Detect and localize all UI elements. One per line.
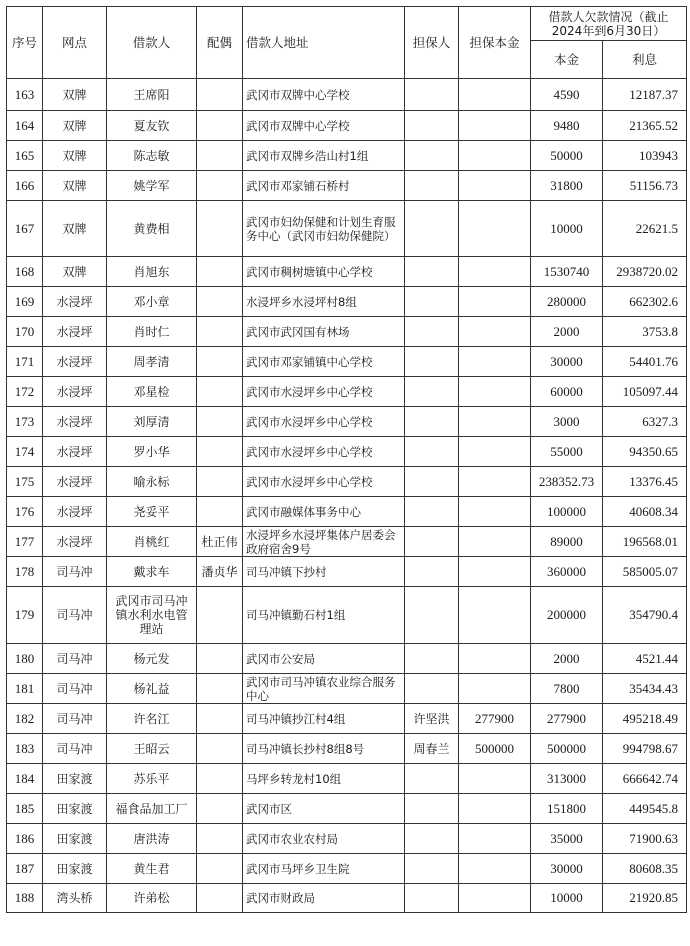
row-interest: 3753.8 <box>603 317 687 347</box>
row-principal: 31800 <box>531 171 603 201</box>
row-interest: 22621.5 <box>603 201 687 257</box>
table-row <box>7 734 687 764</box>
table-row <box>7 794 687 824</box>
table-row <box>7 824 687 854</box>
header-debt-status: 借款人欠款情况（截止2024年到6月30日） <box>531 7 687 41</box>
table-row <box>7 171 687 201</box>
table-row <box>7 79 687 111</box>
row-branch: 双牌 <box>43 111 107 141</box>
row-guarantor <box>405 111 459 141</box>
row-spouse <box>197 587 243 644</box>
row-branch: 双牌 <box>43 141 107 171</box>
header-guarantee-principal: 担保本金 <box>459 7 531 79</box>
row-spouse <box>197 287 243 317</box>
row-guarantor <box>405 557 459 587</box>
row-borrower: 许弟松 <box>107 884 197 913</box>
row-guarantee-principal <box>459 317 531 347</box>
row-address: 武冈市邓家铺石桥村 <box>243 171 405 201</box>
row-guarantee-principal <box>459 79 531 111</box>
row-seq: 187 <box>7 854 43 884</box>
row-borrower: 许名江 <box>107 704 197 734</box>
row-address: 武冈市农业农村局 <box>243 824 405 854</box>
header-address: 借款人地址 <box>243 7 405 79</box>
row-borrower: 姚学军 <box>107 171 197 201</box>
header-spouse: 配偶 <box>197 7 243 79</box>
row-borrower: 武冈市司马冲镇水利水电管理站 <box>107 587 197 644</box>
row-branch: 水浸坪 <box>43 317 107 347</box>
table-row <box>7 201 687 257</box>
table-row <box>7 764 687 794</box>
header-principal: 本金 <box>531 41 603 79</box>
row-interest: 994798.67 <box>603 734 687 764</box>
row-branch: 水浸坪 <box>43 467 107 497</box>
row-seq: 171 <box>7 347 43 377</box>
row-principal: 55000 <box>531 437 603 467</box>
row-interest: 354790.4 <box>603 587 687 644</box>
row-guarantee-principal: 277900 <box>459 704 531 734</box>
row-address: 武冈市水浸坪乡中心学校 <box>243 437 405 467</box>
row-address: 武冈市水浸坪乡中心学校 <box>243 377 405 407</box>
row-interest: 449545.8 <box>603 794 687 824</box>
table-row <box>7 111 687 141</box>
row-seq: 172 <box>7 377 43 407</box>
row-spouse <box>197 437 243 467</box>
table-row <box>7 557 687 587</box>
row-seq: 170 <box>7 317 43 347</box>
table-row <box>7 884 687 913</box>
row-guarantee-principal <box>459 884 531 913</box>
row-guarantor <box>405 377 459 407</box>
row-spouse <box>197 79 243 111</box>
row-guarantee-principal <box>459 764 531 794</box>
row-interest: 80608.35 <box>603 854 687 884</box>
row-guarantee-principal <box>459 437 531 467</box>
row-principal: 2000 <box>531 317 603 347</box>
header-guarantor: 担保人 <box>405 7 459 79</box>
row-address: 武冈市财政局 <box>243 884 405 913</box>
row-address: 武冈市司马冲镇农业综合服务中心 <box>243 674 405 704</box>
table-row <box>7 257 687 287</box>
row-spouse <box>197 377 243 407</box>
row-guarantor <box>405 854 459 884</box>
row-address: 水浸坪乡水浸坪集体户居委会政府宿舍9号 <box>243 527 405 557</box>
row-guarantee-principal <box>459 824 531 854</box>
row-principal: 200000 <box>531 587 603 644</box>
row-address: 武冈市妇幼保健和计划生育服务中心（武冈市妇幼保健院） <box>243 201 405 257</box>
row-branch: 司马冲 <box>43 674 107 704</box>
row-guarantor <box>405 794 459 824</box>
row-branch: 田家渡 <box>43 854 107 884</box>
row-principal: 280000 <box>531 287 603 317</box>
row-guarantor <box>405 79 459 111</box>
row-seq: 175 <box>7 467 43 497</box>
row-principal: 89000 <box>531 527 603 557</box>
row-interest: 13376.45 <box>603 467 687 497</box>
row-principal: 151800 <box>531 794 603 824</box>
row-branch: 双牌 <box>43 201 107 257</box>
row-guarantee-principal <box>459 794 531 824</box>
row-guarantee-principal <box>459 854 531 884</box>
row-branch: 水浸坪 <box>43 347 107 377</box>
row-seq: 178 <box>7 557 43 587</box>
row-borrower: 陈志敏 <box>107 141 197 171</box>
row-principal: 2000 <box>531 644 603 674</box>
row-principal: 35000 <box>531 824 603 854</box>
row-address: 武冈市双牌乡浩山村1组 <box>243 141 405 171</box>
row-spouse <box>197 704 243 734</box>
row-borrower: 尧妥平 <box>107 497 197 527</box>
row-spouse <box>197 407 243 437</box>
row-branch: 湾头桥 <box>43 884 107 913</box>
row-branch: 水浸坪 <box>43 377 107 407</box>
row-seq: 166 <box>7 171 43 201</box>
row-borrower: 邓小章 <box>107 287 197 317</box>
row-address: 武冈市稠树塘镇中心学校 <box>243 257 405 287</box>
row-address: 马坪乡转龙村10组 <box>243 764 405 794</box>
row-borrower: 邓星检 <box>107 377 197 407</box>
row-guarantor <box>405 437 459 467</box>
row-guarantor <box>405 201 459 257</box>
table-row <box>7 407 687 437</box>
row-seq: 164 <box>7 111 43 141</box>
row-interest: 6327.3 <box>603 407 687 437</box>
row-guarantor <box>405 884 459 913</box>
row-branch: 水浸坪 <box>43 407 107 437</box>
row-address: 司马冲镇长抄村8组8号 <box>243 734 405 764</box>
row-branch: 司马冲 <box>43 644 107 674</box>
row-guarantee-principal <box>459 644 531 674</box>
row-guarantor <box>405 764 459 794</box>
row-borrower: 刘厚清 <box>107 407 197 437</box>
table-body <box>7 79 687 913</box>
row-seq: 188 <box>7 884 43 913</box>
table-row <box>7 287 687 317</box>
row-borrower: 肖桃红 <box>107 527 197 557</box>
row-borrower: 苏乐平 <box>107 764 197 794</box>
row-interest: 4521.44 <box>603 644 687 674</box>
row-guarantor <box>405 467 459 497</box>
row-seq: 168 <box>7 257 43 287</box>
row-principal: 500000 <box>531 734 603 764</box>
row-interest: 105097.44 <box>603 377 687 407</box>
row-spouse <box>197 141 243 171</box>
row-branch: 司马冲 <box>43 704 107 734</box>
row-interest: 54401.76 <box>603 347 687 377</box>
table-row <box>7 141 687 171</box>
row-guarantee-principal <box>459 497 531 527</box>
row-seq: 176 <box>7 497 43 527</box>
row-spouse <box>197 347 243 377</box>
table-row <box>7 674 687 704</box>
row-seq: 177 <box>7 527 43 557</box>
row-borrower: 福食品加工厂 <box>107 794 197 824</box>
row-guarantor: 周春兰 <box>405 734 459 764</box>
row-principal: 3000 <box>531 407 603 437</box>
row-principal: 60000 <box>531 377 603 407</box>
row-guarantor <box>405 407 459 437</box>
row-principal: 10000 <box>531 201 603 257</box>
row-address: 水浸坪乡水浸坪村8组 <box>243 287 405 317</box>
row-principal: 7800 <box>531 674 603 704</box>
row-guarantor <box>405 257 459 287</box>
header-branch: 网点 <box>43 7 107 79</box>
row-spouse <box>197 674 243 704</box>
row-interest: 662302.6 <box>603 287 687 317</box>
header-borrower: 借款人 <box>107 7 197 79</box>
row-principal: 238352.73 <box>531 467 603 497</box>
row-borrower: 夏友钦 <box>107 111 197 141</box>
row-spouse <box>197 171 243 201</box>
row-guarantee-principal <box>459 347 531 377</box>
row-seq: 163 <box>7 79 43 111</box>
row-spouse <box>197 317 243 347</box>
row-address: 武冈市双牌中心学校 <box>243 79 405 111</box>
row-borrower: 喻永标 <box>107 467 197 497</box>
row-spouse: 潘贞华 <box>197 557 243 587</box>
table-row <box>7 497 687 527</box>
row-principal: 360000 <box>531 557 603 587</box>
row-seq: 174 <box>7 437 43 467</box>
row-seq: 169 <box>7 287 43 317</box>
row-branch: 水浸坪 <box>43 287 107 317</box>
row-guarantee-principal <box>459 587 531 644</box>
row-spouse <box>197 764 243 794</box>
row-seq: 179 <box>7 587 43 644</box>
loan-debt-table <box>6 6 687 913</box>
row-interest: 94350.65 <box>603 437 687 467</box>
row-seq: 183 <box>7 734 43 764</box>
table-row <box>7 467 687 497</box>
row-spouse <box>197 824 243 854</box>
row-guarantee-principal <box>459 674 531 704</box>
row-interest: 71900.63 <box>603 824 687 854</box>
row-branch: 水浸坪 <box>43 497 107 527</box>
row-branch: 田家渡 <box>43 794 107 824</box>
row-address: 武冈市水浸坪乡中心学校 <box>243 467 405 497</box>
row-address: 武冈市公安局 <box>243 644 405 674</box>
row-guarantor <box>405 497 459 527</box>
table-row <box>7 854 687 884</box>
header-interest: 利息 <box>603 41 687 79</box>
row-branch: 司马冲 <box>43 587 107 644</box>
row-interest: 35434.43 <box>603 674 687 704</box>
row-guarantor <box>405 587 459 644</box>
row-guarantor <box>405 171 459 201</box>
row-borrower: 肖旭东 <box>107 257 197 287</box>
row-guarantor <box>405 287 459 317</box>
row-address: 司马冲镇勤石村1组 <box>243 587 405 644</box>
row-interest: 2938720.02 <box>603 257 687 287</box>
row-address: 武冈市双牌中心学校 <box>243 111 405 141</box>
row-spouse <box>197 201 243 257</box>
row-guarantor <box>405 824 459 854</box>
row-interest: 40608.34 <box>603 497 687 527</box>
row-spouse <box>197 884 243 913</box>
row-borrower: 王昭云 <box>107 734 197 764</box>
row-interest: 196568.01 <box>603 527 687 557</box>
row-seq: 182 <box>7 704 43 734</box>
row-address: 武冈市邓家铺镇中心学校 <box>243 347 405 377</box>
row-branch: 双牌 <box>43 257 107 287</box>
row-spouse <box>197 734 243 764</box>
row-seq: 167 <box>7 201 43 257</box>
row-interest: 21920.85 <box>603 884 687 913</box>
row-principal: 277900 <box>531 704 603 734</box>
row-interest: 12187.37 <box>603 79 687 111</box>
row-guarantee-principal <box>459 201 531 257</box>
row-principal: 10000 <box>531 884 603 913</box>
row-address: 武冈市区 <box>243 794 405 824</box>
row-guarantee-principal <box>459 111 531 141</box>
row-guarantor <box>405 141 459 171</box>
row-address: 司马冲镇下抄村 <box>243 557 405 587</box>
row-interest: 585005.07 <box>603 557 687 587</box>
row-interest: 21365.52 <box>603 111 687 141</box>
row-borrower: 杨礼益 <box>107 674 197 704</box>
row-borrower: 黄生君 <box>107 854 197 884</box>
row-branch: 司马冲 <box>43 557 107 587</box>
row-seq: 165 <box>7 141 43 171</box>
row-seq: 186 <box>7 824 43 854</box>
row-address: 司马冲镇抄江村4组 <box>243 704 405 734</box>
row-principal: 4590 <box>531 79 603 111</box>
row-address: 武冈市水浸坪乡中心学校 <box>243 407 405 437</box>
row-seq: 184 <box>7 764 43 794</box>
row-principal: 9480 <box>531 111 603 141</box>
row-branch: 司马冲 <box>43 734 107 764</box>
row-branch: 双牌 <box>43 79 107 111</box>
table-row <box>7 704 687 734</box>
row-spouse <box>197 497 243 527</box>
row-principal: 1530740 <box>531 257 603 287</box>
row-guarantor <box>405 527 459 557</box>
row-principal: 100000 <box>531 497 603 527</box>
row-borrower: 王席阳 <box>107 79 197 111</box>
table-row <box>7 317 687 347</box>
row-guarantor <box>405 674 459 704</box>
row-interest: 495218.49 <box>603 704 687 734</box>
table-row <box>7 437 687 467</box>
row-principal: 30000 <box>531 347 603 377</box>
row-address: 武冈市武冈国有林场 <box>243 317 405 347</box>
row-spouse <box>197 794 243 824</box>
row-address: 武冈市融媒体事务中心 <box>243 497 405 527</box>
row-guarantee-principal <box>459 527 531 557</box>
row-borrower: 戴求车 <box>107 557 197 587</box>
table-row <box>7 527 687 557</box>
row-seq: 173 <box>7 407 43 437</box>
row-spouse <box>197 111 243 141</box>
row-seq: 185 <box>7 794 43 824</box>
row-principal: 50000 <box>531 141 603 171</box>
row-guarantor: 许坚洪 <box>405 704 459 734</box>
row-guarantee-principal <box>459 171 531 201</box>
row-guarantor <box>405 347 459 377</box>
row-address: 武冈市马坪乡卫生院 <box>243 854 405 884</box>
row-spouse <box>197 467 243 497</box>
row-interest: 103943 <box>603 141 687 171</box>
row-guarantee-principal <box>459 407 531 437</box>
row-borrower: 周孝清 <box>107 347 197 377</box>
row-interest: 51156.73 <box>603 171 687 201</box>
table-row <box>7 587 687 644</box>
row-branch: 水浸坪 <box>43 527 107 557</box>
table-row <box>7 347 687 377</box>
row-spouse <box>197 644 243 674</box>
row-guarantor <box>405 317 459 347</box>
row-branch: 田家渡 <box>43 824 107 854</box>
row-seq: 180 <box>7 644 43 674</box>
row-borrower: 肖时仁 <box>107 317 197 347</box>
row-branch: 双牌 <box>43 171 107 201</box>
row-guarantee-principal: 500000 <box>459 734 531 764</box>
row-borrower: 黄费相 <box>107 201 197 257</box>
row-guarantee-principal <box>459 377 531 407</box>
header-seq: 序号 <box>7 7 43 79</box>
row-borrower: 唐洪涛 <box>107 824 197 854</box>
row-principal: 30000 <box>531 854 603 884</box>
table-row <box>7 377 687 407</box>
row-principal: 313000 <box>531 764 603 794</box>
row-branch: 田家渡 <box>43 764 107 794</box>
row-guarantee-principal <box>459 287 531 317</box>
row-seq: 181 <box>7 674 43 704</box>
table-row <box>7 644 687 674</box>
row-spouse <box>197 854 243 884</box>
row-guarantor <box>405 644 459 674</box>
row-borrower: 杨元发 <box>107 644 197 674</box>
row-spouse <box>197 257 243 287</box>
row-guarantee-principal <box>459 557 531 587</box>
row-borrower: 罗小华 <box>107 437 197 467</box>
row-guarantee-principal <box>459 467 531 497</box>
row-spouse: 杜正伟 <box>197 527 243 557</box>
row-interest: 666642.74 <box>603 764 687 794</box>
row-branch: 水浸坪 <box>43 437 107 467</box>
row-guarantee-principal <box>459 141 531 171</box>
row-guarantee-principal <box>459 257 531 287</box>
